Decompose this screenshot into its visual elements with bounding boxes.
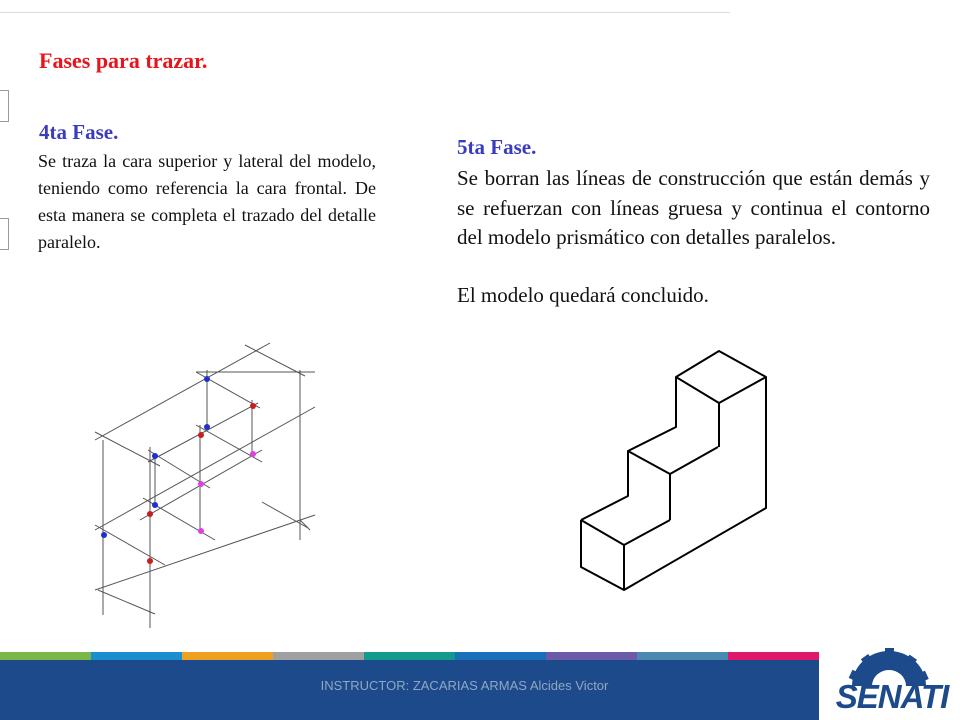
senati-logo-text: SENATI [835,678,949,715]
footer-stripe [273,652,364,660]
construction-points [101,376,256,564]
footer-stripe [637,652,728,660]
top-rule [0,12,730,13]
footer-stripe [91,652,182,660]
phase4-construction-drawing [85,335,325,635]
phase5-conclusion: El modelo quedará concluido. [457,283,709,307]
phase5-heading: 5ta Fase. [457,135,537,159]
edge-mark [0,90,9,122]
edge-mark [0,218,9,250]
phase5-body: Se borran las líneas de construcción que están demás y se refuerzan con líneas gruesa y continua el contorno del modelo prismático con detalles paralelos. [457,166,930,250]
footer-stripe [182,652,273,660]
footer-stripe [364,652,455,660]
phase5-stair-model [575,345,775,595]
footer-stripe [546,652,637,660]
footer-stripe [0,652,91,660]
phase4-heading: 4ta Fase. [39,120,119,144]
footer-stripe [455,652,546,660]
footer-stripe [728,652,819,660]
phase4-body: Se traza la cara superior y lateral del modelo, teniendo como referencia la cara frontal. De esta manera se completa el trazado del detalle paralelo. [38,151,376,252]
slide-title: Fases para trazar. [39,48,208,73]
footer-color-stripes [0,652,819,660]
footer-instructor: INSTRUCTOR: ZACARIAS ARMAS Alcides Victor [320,678,609,693]
